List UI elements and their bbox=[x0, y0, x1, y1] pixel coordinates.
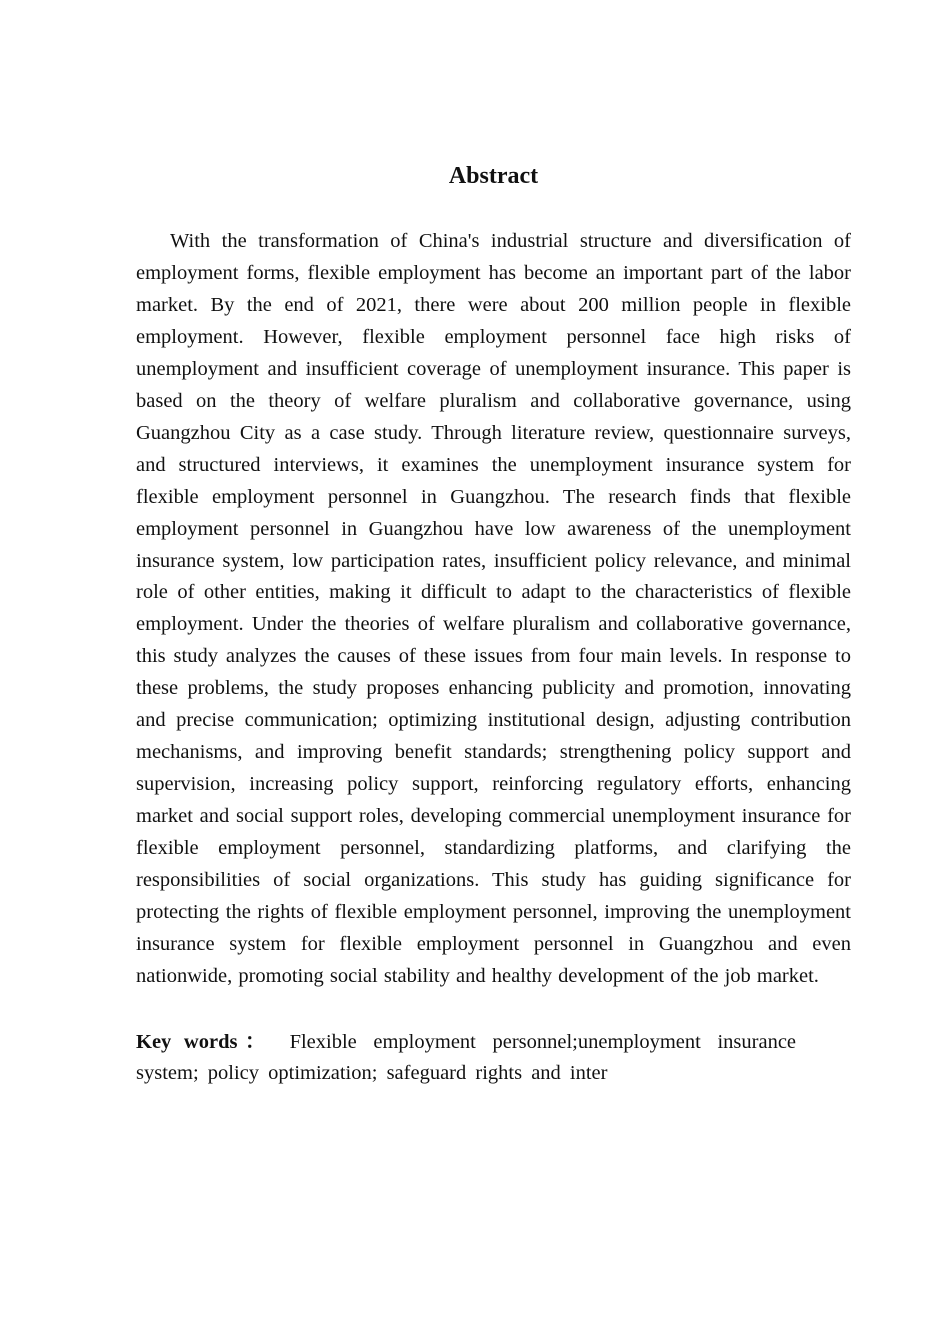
abstract-body: With the transformation of China's industrial structure and diversification of employment forms, flexible employment has become an important part of the labor market. By the end of 2021, there were about 200 million people in flexible employment. However, flexible employment personnel face high risks of unemployment and insufficient coverage of unemployment insurance. This paper is based on the theory of welfare pluralism and collaborative governance, using Guangzhou City as a case study. Through literature review, questionnaire surveys, and structured interviews, it examines the unemployment insurance system for flexible employment personnel in Guangzhou. The research finds that flexible employment personnel in Guangzhou have low awareness of the unemployment insurance system, low participation rates, insufficient policy relevance, and minimal role of other entities, making it difficult to adapt to the characteristics of flexible employment. Under the theories of welfare pluralism and collaborative governance, this study analyzes the causes of these issues from four main levels. In response to these problems, the study proposes enhancing publicity and promotion, innovating and precise communication; optimizing institutional design, adjusting contribution mechanisms, and improving benefit standards; strengthening policy support and supervision, increasing policy support, reinforcing regulatory efforts, enhancing market and social support roles, developing commercial unemployment insurance for flexible employment personnel, standardizing platforms, and clarifying the responsibilities of social organizations. This study has guiding significance for protecting the rights of flexible employment personnel, improving the unemployment insurance system for flexible employment personnel in Guangzhou and even nationwide, promoting social stability and healthy development of the job market. bbox=[136, 230, 851, 987]
abstract-title: Abstract bbox=[448, 163, 539, 189]
keywords-label: Key words bbox=[136, 1030, 238, 1053]
keywords-text: Flexible employment personnel;unemployment insurance system; policy optimization; safeguard rights and inter bbox=[136, 1030, 797, 1085]
keywords-separator: ： bbox=[237, 1030, 273, 1053]
keywords-line bbox=[136, 1027, 796, 1090]
abstract-page bbox=[136, 160, 851, 1090]
